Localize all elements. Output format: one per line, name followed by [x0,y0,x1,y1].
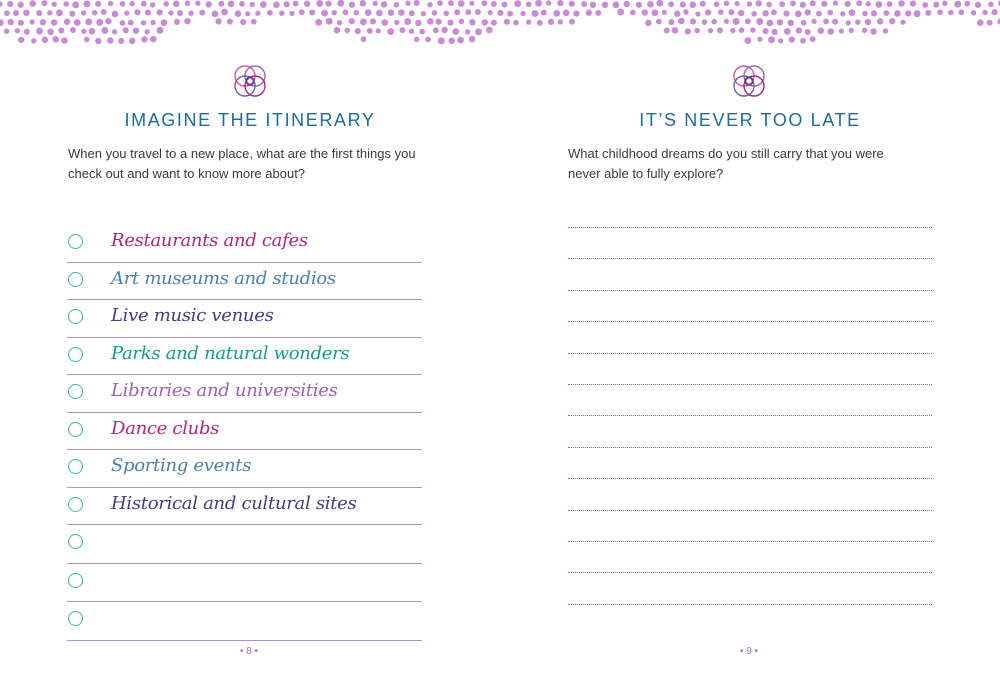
writing-lines[interactable] [568,227,932,635]
checkbox-circle[interactable] [68,459,83,474]
checklist-label: Restaurants and cafes [111,230,308,251]
checklist-item [67,450,422,488]
checkbox-circle[interactable] [68,384,83,399]
checkbox-circle[interactable] [68,497,83,512]
writing-line[interactable] [568,321,932,352]
writing-line[interactable] [568,604,932,635]
checklist-item [67,338,422,376]
writing-line[interactable] [568,227,932,258]
checkbox-circle[interactable] [68,309,83,324]
checklist-label: Parks and natural wonders [111,342,350,364]
writing-line[interactable] [568,415,932,446]
checkbox-circle[interactable] [68,347,83,362]
checklist-item [67,413,422,451]
writing-line[interactable] [568,290,932,321]
page-title: IT’S NEVER TOO LATE [639,110,861,130]
interlocking-circles-icon [230,61,270,101]
checklist-label: Historical and cultural sites [111,492,357,514]
checkbox-circle[interactable] [68,422,83,437]
page-number: • 8 • [239,646,259,657]
checklist-item [67,300,422,338]
checklist-item-blank [67,564,422,603]
checklist [67,225,422,641]
writing-line[interactable] [568,510,932,541]
checkbox-circle[interactable] [68,272,83,287]
writing-line[interactable] [568,572,932,603]
checklist-label: Dance clubs [111,417,220,439]
checklist-item-blank [67,602,422,641]
page-title: IMAGINE THE ITINERARY [124,110,376,130]
checkbox-circle[interactable] [68,234,83,249]
writing-line[interactable] [568,541,932,572]
writing-line[interactable] [568,384,932,415]
prompt-text: When you travel to a new place, what are the first things you check out and want to know more about? [68,146,416,181]
writing-line[interactable] [568,353,932,384]
checklist-label: Art museums and studios [111,267,336,289]
checklist-label: Sporting events [111,455,252,476]
checklist-item [67,488,422,526]
checklist-item-blank [67,525,422,564]
checklist-item [67,375,422,413]
checklist-label: Live music venues [111,305,274,326]
page-number: • 9 • [739,646,759,657]
checkbox-circle[interactable] [68,534,83,549]
interlocking-circles-icon [729,61,769,101]
right-page [500,0,1000,682]
checklist-label: Libraries and universities [111,380,338,401]
checklist-item [67,225,422,263]
writing-line[interactable] [568,447,932,478]
checkbox-circle[interactable] [68,611,83,626]
checklist-item [67,263,422,301]
writing-line[interactable] [568,478,932,509]
checkbox-circle[interactable] [68,573,83,588]
prompt-text: What childhood dreams do you still carry that you were never able to fully explore? [568,146,884,181]
writing-line[interactable] [568,258,932,289]
